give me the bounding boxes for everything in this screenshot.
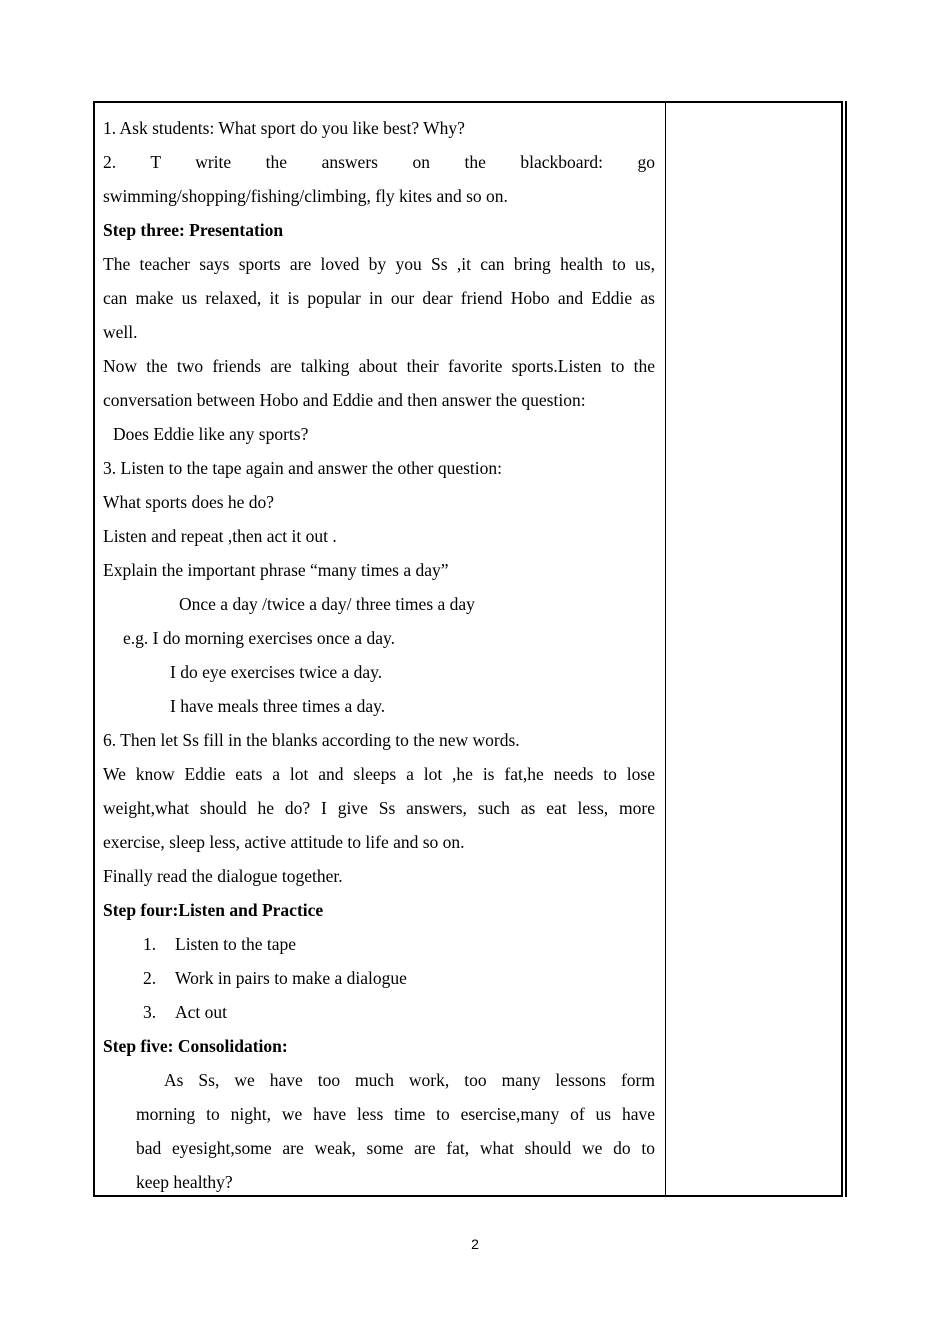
consolidation-line: keep healthy?: [136, 1172, 233, 1192]
text-line: 3. Listen to the tape again and answer the other question:: [103, 458, 502, 478]
step-three-heading: Step three: Presentation: [103, 220, 284, 240]
step-four-heading: Step four:Listen and Practice: [103, 900, 324, 920]
question-line: Does Eddie like any sports?: [113, 424, 309, 444]
page-number: 2: [471, 1236, 479, 1252]
list-item: [103, 927, 655, 961]
text-line: Listen and repeat ,then act it out .: [103, 526, 337, 546]
text-line: 6. Then let Ss fill in the blanks according to the new words.: [103, 730, 520, 750]
text-line: Finally read the dialogue together.: [103, 866, 343, 886]
text-line: Now the two friends are talking about their favorite sports.Listen to the: [103, 356, 655, 376]
consolidation-line: bad eyesight,some are weak, some are fat, what should we do to: [136, 1138, 655, 1158]
phrase-examples: Once a day /twice a day/ three times a day: [179, 594, 475, 614]
list-item: [103, 995, 655, 1029]
column-divider: [665, 103, 666, 1195]
list-number: 1.: [143, 934, 157, 954]
list-text: Act out: [175, 1002, 228, 1022]
text-line: well.: [103, 322, 138, 342]
text-line: conversation between Hobo and Eddie and then answer the question:: [103, 390, 586, 410]
text-line: can make us relaxed, it is popular in our dear friend Hobo and Eddie as: [103, 288, 655, 308]
example-line: I do eye exercises twice a day.: [170, 662, 383, 682]
consolidation-line: morning to night, we have less time to esercise,many of us have: [136, 1104, 655, 1124]
example-line: e.g. I do morning exercises once a day.: [123, 628, 395, 648]
list-number: 3.: [143, 1002, 157, 1022]
text-line: Explain the important phrase “many times a day”: [103, 560, 449, 580]
consolidation-line: As Ss, we have too much work, too many lessons form: [164, 1070, 655, 1090]
example-line: I have meals three times a day.: [170, 696, 386, 716]
content-cell: [103, 111, 655, 1199]
text-line: We know Eddie eats a lot and sleeps a lot ,he is fat,he needs to lose: [103, 764, 655, 784]
text-line: What sports does he do?: [103, 492, 275, 512]
text-line: swimming/shopping/fishing/climbing, fly kites and so on.: [103, 186, 508, 206]
list-item: [103, 961, 655, 995]
text-line: The teacher says sports are loved by you Ss ,it can bring health to us,: [103, 254, 655, 274]
text-line: 1. Ask students: What sport do you like best? Why?: [103, 118, 465, 138]
text-line: 2. T write the answers on the blackboard: go: [103, 152, 655, 172]
step-five-heading: Step five: Consolidation:: [103, 1036, 288, 1056]
list-number: 2.: [143, 968, 157, 988]
text-line: exercise, sleep less, active attitude to life and so on.: [103, 832, 465, 852]
lesson-plan-table: [93, 101, 843, 1197]
list-text: Listen to the tape: [175, 934, 297, 954]
list-text: Work in pairs to make a dialogue: [175, 968, 407, 988]
text-line: weight,what should he do? I give Ss answers, such as eat less, more: [103, 798, 655, 818]
